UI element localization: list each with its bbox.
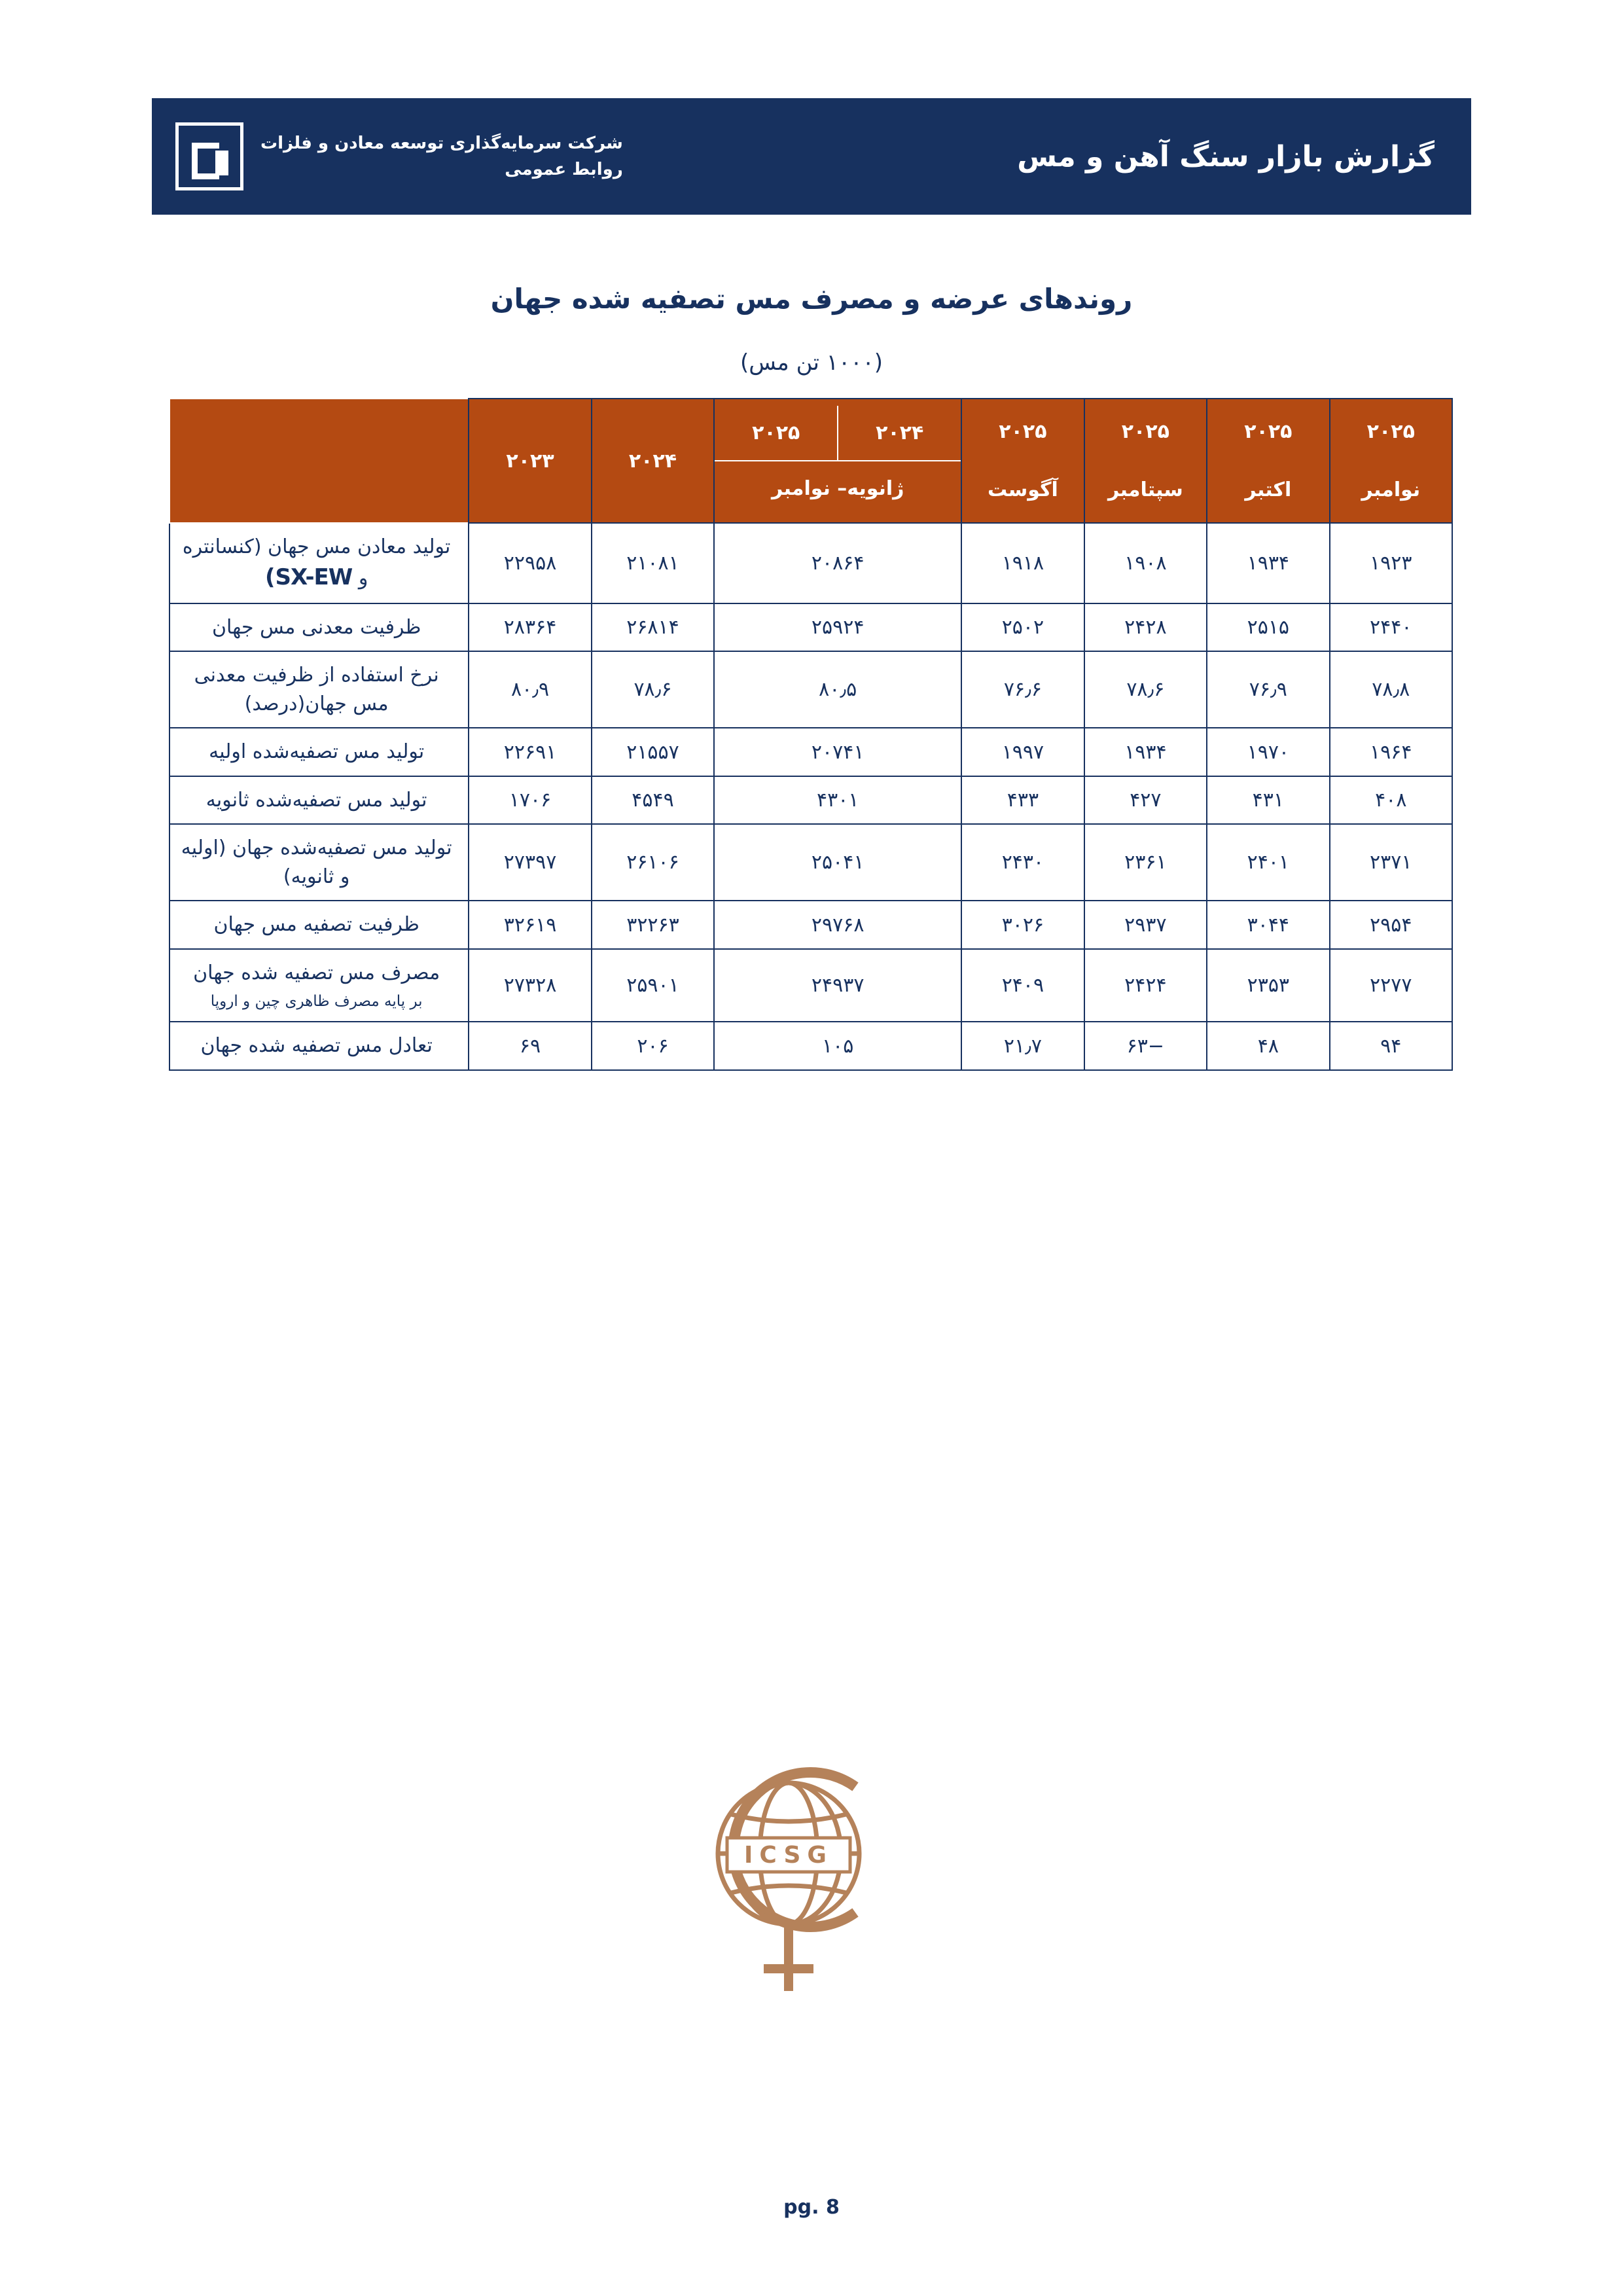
cell-value: ۲۳۶۱ [1084,824,1207,901]
copper-trends-table [169,398,1453,1071]
cell-value: ۷۸٫۶ [592,651,714,728]
cell-value: ۲۴۲۸ [1084,603,1207,652]
cell-value: ۲۰۸۶۴ [714,523,961,603]
copper-trends-table-wrapper [169,398,1453,1071]
company-line-2: روابط عمومی [505,160,623,179]
cell-value: ۷۶٫۹ [1207,651,1329,728]
page-subtitle: (۱۰۰۰ تن مس) [740,350,883,376]
cell-value: ۲۱۰۸۱ [592,523,714,603]
cell-value: ۳۲۶۱۹ [469,901,591,949]
table-row [169,1022,1452,1070]
cell-value: ۴۸ [1207,1022,1329,1070]
table-row [169,651,1452,728]
cell-value: ۲۲۶۹۱ [469,728,591,776]
cell-value: ۲۲۹۵۸ [469,523,591,603]
cell-value: ۸۰٫۹ [469,651,591,728]
cell-value: ۲۱۵۵۷ [592,728,714,776]
table-row [169,824,1452,901]
cell-value: ۳۲۲۶۳ [592,901,714,949]
cell-value: ۴۵۴۹ [592,776,714,825]
cell-value: ۴۳۳ [961,776,1084,825]
table-row [169,776,1452,825]
row-label: تولید مس تصفیه‌شده اولیه [169,728,469,776]
cell-value: ۲۵۱۵ [1207,603,1329,652]
cell-value: ۲۵۹۰۱ [592,949,714,1022]
cell-value: ۲۵۰۲ [961,603,1084,652]
company-monogram-icon [175,122,243,190]
cell-value: ۲۳۵۳ [1207,949,1329,1022]
table-row [169,728,1452,776]
cell-value: ۳۰۴۴ [1207,901,1329,949]
sxew-label: SX-EW) [264,564,353,590]
cell-value: ۲۳۷۱ [1330,824,1452,901]
row-label: ظرفیت معدنی مس جهان [169,603,469,652]
report-title: گزارش بازار سنگ آهن و مس [1017,139,1435,173]
cell-value: ۳۰۲۶ [961,901,1084,949]
cell-value: ۹۴ [1330,1022,1452,1070]
row-label: نرخ استفاده از ظرفیت معدنی مس جهان(درصد) [169,651,469,728]
cell-value: ۷۸٫۶ [1084,651,1207,728]
company-name-block [260,134,623,179]
cell-value: ۱۹۱۸ [961,523,1084,603]
page-title: روندهای عرضه و مصرف مس تصفیه شده جهان [490,283,1133,315]
cell-value: ۲۴۴۰ [1330,603,1452,652]
header-company-group [175,122,623,190]
table-row [169,949,1452,1022]
cell-value: ۴۲۷ [1084,776,1207,825]
cell-value: ۲۱٫۷ [961,1022,1084,1070]
cell-value: ۲۹۵۴ [1330,901,1452,949]
col-header-2024: ۲۰۲۴ [592,399,714,523]
cell-value: ۲۵۰۴۱ [714,824,961,901]
cell-value: ۷۸٫۸ [1330,651,1452,728]
cell-value: ۱۹۳۴ [1207,523,1329,603]
row-label: مصرف مس تصفیه شده جهان بر پایه مصرف ظاهری چین و اروپا [169,949,469,1022]
cell-value: ۲۸۳۶۴ [469,603,591,652]
cell-value: ۲۴۹۳۷ [714,949,961,1022]
row-label: تولید مس تصفیه‌شده ثانویه [169,776,469,825]
col-header-jan-nov-range [714,399,961,523]
cell-value: ۲۶۱۰۶ [592,824,714,901]
page-number: pg. 8 [783,2196,840,2219]
col-header-2023: ۲۰۲۳ [469,399,591,523]
cell-value: ۲۴۳۰ [961,824,1084,901]
svg-text:ICSG: ICSG [744,1842,833,1869]
cell-value: ۲۰۷۴۱ [714,728,961,776]
col-header-range-year-2024: ۲۰۲۴ [837,406,961,460]
col-header-2025-september: ۲۰۲۵ سپتامبر [1084,399,1207,523]
header-report-title-group [1017,140,1435,173]
col-header-2025-august: ۲۰۲۵ آگوست [961,399,1084,523]
icsg-logo-icon [690,1761,933,2009]
cell-value: ۶۹ [469,1022,591,1070]
row-label: ظرفیت تصفیه مس جهان [169,901,469,949]
cell-value: ۲۹۷۶۸ [714,901,961,949]
col-header-range-months: ژانویه– نوامبر [772,477,904,500]
row-label: تعادل مس تصفیه شده جهان [169,1022,469,1070]
cell-value: ۱۹۲۳ [1330,523,1452,603]
cell-value: ۲۴۰۹ [961,949,1084,1022]
table-row [169,603,1452,652]
cell-value: ۱۹۷۰ [1207,728,1329,776]
table-row [169,523,1452,603]
cell-value: ۱۷۰۶ [469,776,591,825]
cell-value: ۴۳۰۱ [714,776,961,825]
row-label: تولید معادن مس جهان (کنسانتره و SX-EW) [169,523,469,603]
cell-value: ۷۶٫۶ [961,651,1084,728]
cell-value: ۲۲۷۷ [1330,949,1452,1022]
col-header-range-year-2025: ۲۰۲۵ [752,422,800,444]
col-header-2025-november: ۲۰۲۵ نوامبر [1330,399,1452,523]
cell-value: ۱۹۶۴ [1330,728,1452,776]
cell-value: ۸۰٫۵ [714,651,961,728]
cell-value: ۲۹۳۷ [1084,901,1207,949]
row-label-note: بر پایه مصرف ظاهری چین و اروپا [210,993,423,1011]
cell-value: ۲۵۹۲۴ [714,603,961,652]
cell-value: ۴۳۱ [1207,776,1329,825]
page-header [152,98,1471,215]
table-row [169,901,1452,949]
cell-value: ۲۶۸۱۴ [592,603,714,652]
cell-value: ۱۹۳۴ [1084,728,1207,776]
cell-value: ۲۰۶ [592,1022,714,1070]
cell-value: −۶۳ [1084,1022,1207,1070]
table-header-row [169,399,1452,523]
cell-value: ۱۰۵ [714,1022,961,1070]
company-line-1: شرکت سرمایه‌گذاری توسعه معادن و فلزات [260,134,623,153]
cell-value: ۲۷۳۹۷ [469,824,591,901]
row-label: تولید مس تصفیه‌شده جهان (اولیه و ثانویه) [169,824,469,901]
cell-value: ۴۰۸ [1330,776,1452,825]
cell-value: ۱۹۰۸ [1084,523,1207,603]
cell-value: ۲۴۲۴ [1084,949,1207,1022]
col-header-2025-october: ۲۰۲۵ اکتبر [1207,399,1329,523]
col-header-row-label [169,399,469,523]
cell-value: ۱۹۹۷ [961,728,1084,776]
cell-value: ۲۴۰۱ [1207,824,1329,901]
cell-value: ۲۷۳۲۸ [469,949,591,1022]
